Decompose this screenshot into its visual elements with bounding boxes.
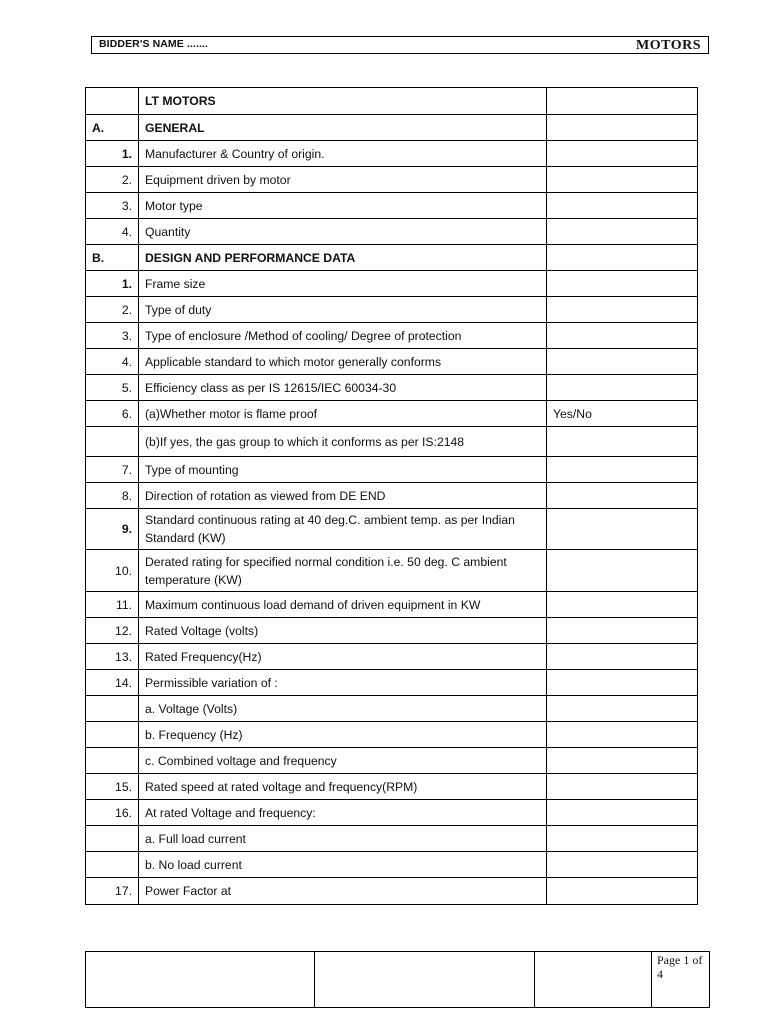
item-description: Direction of rotation as viewed from DE END (139, 483, 547, 509)
item-number (86, 427, 139, 457)
item-number: 7. (86, 457, 139, 483)
bidder-response-cell[interactable] (547, 550, 698, 592)
item-number: 1. (86, 271, 139, 297)
specification-table (85, 87, 698, 905)
bidder-response-cell[interactable] (547, 219, 698, 245)
table-row (86, 401, 698, 427)
table-row (86, 550, 698, 592)
item-description: a. Full load current (139, 826, 547, 852)
bidder-response-cell[interactable] (547, 375, 698, 401)
item-description: Maximum continuous load demand of driven equipment in KW (139, 592, 547, 618)
item-description: b. Frequency (Hz) (139, 722, 547, 748)
item-number: 13. (86, 644, 139, 670)
item-number: 17. (86, 878, 139, 905)
table-row (86, 193, 698, 219)
item-number (86, 88, 139, 115)
item-number: 16. (86, 800, 139, 826)
table-row (86, 748, 698, 774)
item-number: 1. (86, 141, 139, 167)
item-description: b. No load current (139, 852, 547, 878)
item-number: 8. (86, 483, 139, 509)
table-row (86, 167, 698, 193)
table-row (86, 219, 698, 245)
table-row (86, 878, 698, 905)
item-number: A. (86, 115, 139, 141)
item-number: 15. (86, 774, 139, 800)
item-description: c. Combined voltage and frequency (139, 748, 547, 774)
item-number: B. (86, 245, 139, 271)
section-title: MOTORS (636, 38, 701, 53)
item-number (86, 722, 139, 748)
bidder-response-cell[interactable] (547, 167, 698, 193)
item-description: a. Voltage (Volts) (139, 696, 547, 722)
bidder-response-cell[interactable] (547, 115, 698, 141)
item-description: Type of enclosure /Method of cooling/ Degree of protection (139, 323, 547, 349)
table-row (86, 722, 698, 748)
item-description: (a)Whether motor is flame proof (139, 401, 547, 427)
bidder-response-cell[interactable] (547, 297, 698, 323)
table-row (86, 427, 698, 457)
item-description: Manufacturer & Country of origin. (139, 141, 547, 167)
bidder-response-cell[interactable] (547, 748, 698, 774)
item-number: 3. (86, 193, 139, 219)
bidder-response-cell[interactable] (547, 349, 698, 375)
bidder-response-cell[interactable] (547, 826, 698, 852)
bidder-response-cell[interactable] (547, 141, 698, 167)
bidder-response-cell[interactable] (547, 427, 698, 457)
bidder-response-cell[interactable] (547, 457, 698, 483)
page-number: Page 1 of 4 (657, 953, 703, 981)
bidder-response-cell[interactable] (547, 193, 698, 219)
bidder-response-cell[interactable]: Yes/No (547, 401, 698, 427)
bidder-response-cell[interactable] (547, 323, 698, 349)
table-row (86, 115, 698, 141)
table-row (86, 271, 698, 297)
item-number: 2. (86, 297, 139, 323)
item-description: GENERAL (139, 115, 547, 141)
page-header (91, 36, 709, 54)
item-description: At rated Voltage and frequency: (139, 800, 547, 826)
item-description: Rated speed at rated voltage and frequency(RPM) (139, 774, 547, 800)
bidder-response-cell[interactable] (547, 245, 698, 271)
item-number (86, 696, 139, 722)
item-description: Type of duty (139, 297, 547, 323)
item-number: 14. (86, 670, 139, 696)
item-description: Derated rating for specified normal condition i.e. 50 deg. C ambient temperature (KW) (139, 550, 547, 592)
table-row (86, 826, 698, 852)
bidder-response-cell[interactable] (547, 644, 698, 670)
table-row (86, 141, 698, 167)
bidder-response-cell[interactable] (547, 271, 698, 297)
item-number: 4. (86, 219, 139, 245)
bidder-response-cell[interactable] (547, 722, 698, 748)
bidder-response-cell[interactable] (547, 878, 698, 905)
item-number: 12. (86, 618, 139, 644)
footer-divider (314, 952, 315, 1007)
table-row (86, 323, 698, 349)
item-description: Applicable standard to which motor generally conforms (139, 349, 547, 375)
table-row (86, 483, 698, 509)
item-number: 3. (86, 323, 139, 349)
table-row (86, 670, 698, 696)
bidder-response-cell[interactable] (547, 592, 698, 618)
item-number (86, 826, 139, 852)
bidder-response-cell[interactable] (547, 618, 698, 644)
item-description: Permissible variation of : (139, 670, 547, 696)
bidder-response-cell[interactable] (547, 800, 698, 826)
table-row (86, 644, 698, 670)
item-description: Quantity (139, 219, 547, 245)
bidder-response-cell[interactable] (547, 670, 698, 696)
bidder-name-label: BIDDER'S NAME ....... (99, 38, 209, 50)
table-row (86, 774, 698, 800)
bidder-response-cell[interactable] (547, 774, 698, 800)
item-description: Frame size (139, 271, 547, 297)
item-description: Rated Voltage (volts) (139, 618, 547, 644)
table-row (86, 618, 698, 644)
table-row (86, 375, 698, 401)
table-row (86, 800, 698, 826)
item-description: (b)If yes, the gas group to which it conforms as per IS:2148 (139, 427, 547, 457)
table-row (86, 852, 698, 878)
bidder-response-cell[interactable] (547, 509, 698, 550)
footer-divider (651, 952, 652, 1007)
item-number: 9. (86, 509, 139, 550)
item-description: Rated Frequency(Hz) (139, 644, 547, 670)
bidder-response-cell[interactable] (547, 483, 698, 509)
item-description: Power Factor at (139, 878, 547, 905)
bidder-response-cell[interactable] (547, 852, 698, 878)
item-number: 11. (86, 592, 139, 618)
item-number (86, 748, 139, 774)
table-row (86, 349, 698, 375)
bidder-response-cell[interactable] (547, 696, 698, 722)
table-row (86, 592, 698, 618)
bidder-response-cell[interactable] (547, 88, 698, 115)
table-row (86, 457, 698, 483)
item-number: 4. (86, 349, 139, 375)
page-footer (85, 951, 710, 1008)
item-number (86, 852, 139, 878)
item-description: Motor type (139, 193, 547, 219)
item-number: 6. (86, 401, 139, 427)
footer-divider (534, 952, 535, 1007)
item-number: 5. (86, 375, 139, 401)
table-row (86, 509, 698, 550)
item-description: Equipment driven by motor (139, 167, 547, 193)
item-description: Type of mounting (139, 457, 547, 483)
item-description: Standard continuous rating at 40 deg.C. ambient temp. as per Indian Standard (KW) (139, 509, 547, 550)
table-row (86, 297, 698, 323)
table-row (86, 245, 698, 271)
item-description: Efficiency class as per IS 12615/IEC 60034-30 (139, 375, 547, 401)
item-number: 2. (86, 167, 139, 193)
item-number: 10. (86, 550, 139, 592)
item-description: LT MOTORS (139, 88, 547, 115)
item-description: DESIGN AND PERFORMANCE DATA (139, 245, 547, 271)
table-row (86, 88, 698, 115)
table-row (86, 696, 698, 722)
